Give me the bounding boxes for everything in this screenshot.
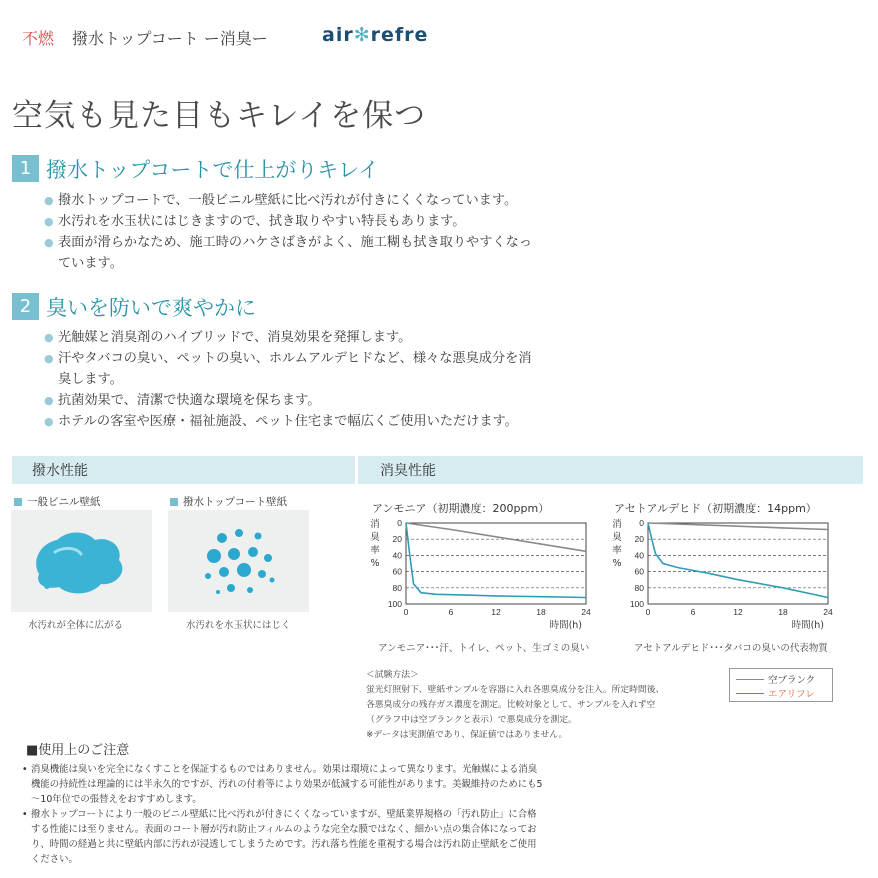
x-tick-label: 6: [690, 607, 696, 617]
water-panel-title: 撥水性能: [32, 463, 88, 479]
test-method-line: 各悪臭成分の残存ガス濃度を測定。比較対象として、サンプルを入れず空: [366, 700, 656, 710]
y-tick-label: 60: [634, 566, 644, 577]
brand-logo: [322, 24, 428, 46]
legend-item-airrefre: エアリフレ: [736, 686, 815, 700]
y-tick-label: 80: [634, 582, 644, 593]
square-bullet-icon: [14, 498, 22, 506]
caution-list: [22, 762, 544, 867]
y-tick-label: 60: [392, 566, 402, 577]
y-axis-label: 消臭率%: [612, 519, 622, 569]
x-tick-label: 24: [581, 607, 591, 617]
section-1-bullet: ● 表面が滑らかなため、施工時のハケさばきがよく、施工糊も拭き取りやすくなっています。: [44, 232, 534, 274]
x-axis-label: 時間(h): [549, 620, 582, 631]
caution-title: ■使用上のご注意: [26, 743, 130, 758]
section-1-bullet: ● 水汚れを水玉状にはじきますので、拭き取りやすい特長もあります。: [44, 211, 534, 232]
topcoat-label: 撥水トップコート壁紙: [170, 494, 287, 509]
chart-1-caption: アンモニア･･･汗、トイレ、ペット、生ゴミの臭い: [378, 643, 590, 654]
series-line-airrefre: [648, 523, 828, 598]
chart-1-title: アンモニア（初期濃度：200ppm）: [372, 502, 550, 515]
test-method-line: （グラフ中は空ブランクと表示）で悪臭成分を測定。: [366, 715, 577, 725]
y-tick-label: 20: [392, 534, 402, 545]
y-tick-label: 0: [397, 518, 402, 528]
vinyl-caption: 水汚れが全体に広がる: [28, 620, 124, 631]
x-tick-label: 6: [448, 607, 454, 617]
test-method: [366, 668, 711, 743]
series-line-blank: [406, 523, 586, 551]
x-tick-label: 12: [491, 607, 501, 617]
section-2-title: 臭いを防いで爽やかに: [46, 296, 256, 320]
y-tick-label: 40: [392, 550, 402, 561]
legend-line-blue: [736, 693, 764, 694]
caution-item: • 撥水トップコートにより一般のビニル壁紙に比べ汚れが付きにくくなっていますが、壁紙業界規格の「汚れ防止」に合格する性能には至りません。表面のコート層が汚れ防止フィルムのような完全な膜ではなく、細かい点の集合体になっており、時間の経過と共に壁紙内部に汚れが浸透してしまうためです。汚れ落ち性能を重視する場合は汚れ防止壁紙をご使用ください。: [22, 807, 544, 867]
plot-frame: [406, 523, 586, 604]
chart-acetaldehyde: [606, 514, 838, 636]
legend-line-gray: [736, 679, 764, 680]
brand-star-icon: ✻: [353, 24, 371, 46]
section-2-bullet: ● 光触媒と消臭剤のハイブリッドで、消臭効果を発揮します。: [44, 327, 534, 348]
section-2-bullet: ● 抗菌効果で、清潔で快適な環境を保ちます。: [44, 390, 534, 411]
y-tick-label: 100: [387, 599, 402, 609]
chart-2-title: アセトアルデヒド（初期濃度：14ppm）: [614, 502, 817, 515]
y-tick-label: 80: [392, 582, 402, 593]
section-2-bullets: [44, 327, 534, 432]
x-tick-label: 18: [778, 607, 788, 617]
page-title: 空気も見た目もキレイを保つ: [12, 98, 427, 134]
y-tick-label: 0: [639, 518, 644, 528]
test-method-line: 蛍光灯照射下、壁紙サンプルを容器に入れ各悪臭成分を注入。所定時間後、: [366, 685, 665, 695]
test-method-line: ※データは実測値であり、保証値ではありません。: [366, 730, 568, 740]
chart-legend: [729, 668, 833, 702]
caution-item: • 消臭機能は臭いを完全になくすことを保証するものではありません。効果は環境によって異なります。光触媒による消臭機能の持続性は理論的には半永久的ですが、汚れの付着等により効果が低減する可能性があります。美観維持のためにも5～10年位での張替えをおすすめします。: [22, 762, 544, 807]
section-1-number: 1: [12, 155, 39, 182]
square-bullet-icon: [170, 498, 178, 506]
legend-item-blank: 空ブランク: [736, 672, 815, 686]
series-line-airrefre: [406, 523, 586, 598]
test-method-title: ＜試験方法＞: [366, 670, 419, 680]
y-tick-label: 40: [634, 550, 644, 561]
x-tick-label: 12: [733, 607, 743, 617]
x-tick-label: 0: [645, 607, 651, 617]
section-2-bullet: ● ホテルの客室や医療・福祉施設、ペット住宅まで幅広くご使用いただけます。: [44, 411, 534, 432]
section-2-number: 2: [12, 293, 39, 320]
vinyl-label: 一般ビニル壁紙: [14, 494, 101, 509]
x-axis-label: 時間(h): [791, 620, 824, 631]
y-tick-label: 20: [634, 534, 644, 545]
section-1-title: 撥水トップコートで仕上がりキレイ: [46, 158, 380, 182]
water-panel-header: [12, 456, 355, 484]
y-axis-label: 消臭率%: [370, 519, 380, 569]
fireproof-label: 不燃: [22, 29, 55, 48]
topcoat-caption: 水汚れを水玉状にはじく: [186, 620, 291, 631]
deodor-panel-header: [358, 456, 863, 484]
brand-text-refre: refre: [370, 24, 429, 46]
chart-2-caption: アセトアルデヒド･･･タバコの臭いの代表物質: [634, 643, 828, 654]
product-name: 撥水トップコート ー消臭ー: [72, 29, 268, 48]
y-tick-label: 100: [629, 599, 644, 609]
section-1-bullet: ● 撥水トップコートで、一般ビニル壁紙に比べ汚れが付きにくくなっています。: [44, 190, 534, 211]
x-tick-label: 24: [823, 607, 833, 617]
series-line-blank: [648, 523, 828, 530]
topcoat-photo: [168, 510, 309, 612]
deodor-panel-title: 消臭性能: [380, 463, 436, 479]
chart-ammonia: [364, 514, 596, 636]
section-2-bullet: ● 汗やタバコの臭い、ペットの臭い、ホルムアルデヒドなど、様々な悪臭成分を消臭します。: [44, 348, 534, 390]
x-tick-label: 18: [536, 607, 546, 617]
vinyl-photo: [11, 510, 152, 612]
brand-text-air: air: [322, 24, 354, 46]
section-1-bullets: [44, 190, 534, 274]
x-tick-label: 0: [403, 607, 409, 617]
